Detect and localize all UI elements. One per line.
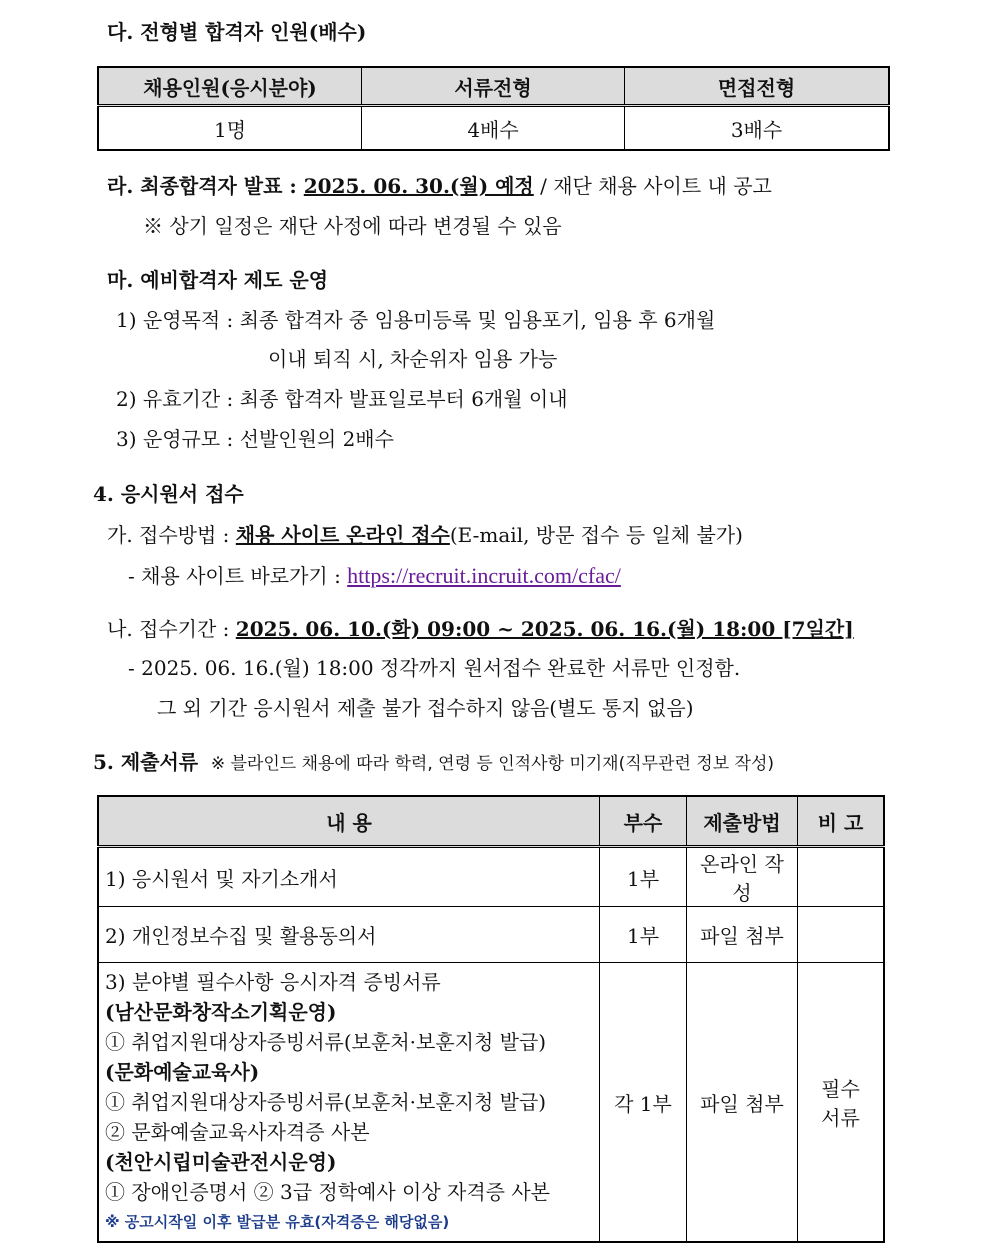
section-ma-item1: 1) 운영목적 : 최종 합격자 중 임용미등록 및 임용포기, 임용 후 6개월 xyxy=(116,308,716,332)
receipt-period-value: 2025. 06. 10.(화) 09:00 ~ 2025. 06. 16.(월) 18:00 [7일간] xyxy=(235,617,854,641)
announce-date: 2025. 06. 30.(월) 예정 xyxy=(303,174,534,198)
section-5-title: 5. 제출서류 xyxy=(93,750,199,774)
recruit-site-link[interactable]: https://recruit.incruit.com/cfac/ xyxy=(347,563,621,588)
quota-header-2: 서류전형 xyxy=(362,67,625,106)
quota-cell-3: 3배수 xyxy=(625,106,890,151)
docs-row3-remark xyxy=(798,963,885,1243)
docs-header-count: 부수 xyxy=(600,796,687,847)
quota-table xyxy=(97,66,890,151)
docs-row3-line2: (남산문화창작소기획운영) xyxy=(105,1000,337,1024)
section-ma-item1-cont: 이내 퇴직 시, 차순위자 임용 가능 xyxy=(268,347,558,371)
section-5-note: ※ 블라인드 채용에 따라 학력, 연령 등 인적사항 미기재(직무관련 정보 작성) xyxy=(210,754,775,774)
documents-table xyxy=(97,795,885,1243)
docs-row1-method: 온라인 작성 xyxy=(687,847,798,907)
receipt-period xyxy=(107,617,854,641)
receipt-method xyxy=(107,523,743,547)
quota-cell-1: 1명 xyxy=(98,106,362,151)
docs-row1-content: 1) 응시원서 및 자기소개서 xyxy=(98,847,600,907)
section-ma-item2: 2) 유효기간 : 최종 합격자 발표일로부터 6개월 이내 xyxy=(116,387,568,411)
section-ra xyxy=(107,174,772,198)
docs-row3-line5: ① 취업지원대상자증빙서류(보훈처·보훈지청 발급) xyxy=(105,1090,547,1114)
section-4-title: 4. 응시원서 접수 xyxy=(93,482,244,506)
recruit-site-label: - 채용 사이트 바로가기 : xyxy=(128,564,348,588)
docs-row3-count: 각 1부 xyxy=(600,963,687,1243)
docs-row3-line1: 3) 분야별 필수사항 응시자격 증빙서류 xyxy=(105,970,441,994)
docs-row3-line6: ② 문화예술교육사자격증 사본 xyxy=(105,1120,370,1144)
receipt-note-2: 그 외 기간 응시원서 제출 불가 접수하지 않음(별도 통지 없음) xyxy=(157,696,694,720)
docs-row2-content: 2) 개인정보수집 및 활용동의서 xyxy=(98,907,600,963)
docs-row3-content xyxy=(98,963,600,1243)
docs-row3-line4: (문화예술교육사) xyxy=(105,1060,260,1084)
section-ra-note: ※ 상기 일정은 재단 사정에 따라 변경될 수 있음 xyxy=(143,214,562,238)
docs-row3-note: ※ 공고시작일 이후 발급분 유효(자격증은 해당없음) xyxy=(105,1213,450,1231)
quota-cell-2: 4배수 xyxy=(362,106,625,151)
receipt-note-1: - 2025. 06. 16.(월) 18:00 정각까지 원서접수 완료한 서류만 인정함. xyxy=(128,656,741,680)
docs-row2-remark xyxy=(798,907,885,963)
docs-row2-method: 파일 첨부 xyxy=(687,907,798,963)
docs-header-method: 제출방법 xyxy=(687,796,798,847)
recruit-site-line xyxy=(128,563,621,589)
section-5-title-line xyxy=(93,750,774,774)
docs-row1-count: 1부 xyxy=(600,847,687,907)
receipt-method-suffix: (E-mail, 방문 접수 등 일체 불가) xyxy=(449,523,743,547)
receipt-period-prefix: 나. 접수기간 : xyxy=(107,617,236,641)
docs-row3-line8: ① 장애인증명서 ② 3급 정학예사 이상 자격증 사본 xyxy=(105,1180,550,1204)
section-ra-prefix: 라. 최종합격자 발표 : xyxy=(107,174,304,198)
docs-row3-remark-2: 서류 xyxy=(821,1106,860,1130)
docs-row3-remark-1: 필수 xyxy=(821,1077,860,1101)
docs-row3-line3: ① 취업지원대상자증빙서류(보훈처·보훈지청 발급) xyxy=(105,1030,547,1054)
docs-row3-line7: (천안시립미술관전시운영) xyxy=(105,1150,337,1174)
docs-header-content: 내 용 xyxy=(98,796,600,847)
quota-header-1: 채용인원(응시분야) xyxy=(98,67,362,106)
docs-header-remark: 비 고 xyxy=(798,796,885,847)
section-ma-item3: 3) 운영규모 : 선발인원의 2배수 xyxy=(116,427,394,451)
receipt-method-value: 채용 사이트 온라인 접수 xyxy=(235,523,450,547)
receipt-method-prefix: 가. 접수방법 : xyxy=(107,523,236,547)
docs-row1-remark xyxy=(798,847,885,907)
quota-header-3: 면접전형 xyxy=(625,67,890,106)
docs-row2-count: 1부 xyxy=(600,907,687,963)
section-ma-title: 마. 예비합격자 제도 운영 xyxy=(107,268,329,292)
section-da-title: 다. 전형별 합격자 인원(배수) xyxy=(107,20,367,44)
section-ra-suffix: / 재단 채용 사이트 내 공고 xyxy=(533,174,772,198)
docs-row3-method: 파일 첨부 xyxy=(687,963,798,1243)
